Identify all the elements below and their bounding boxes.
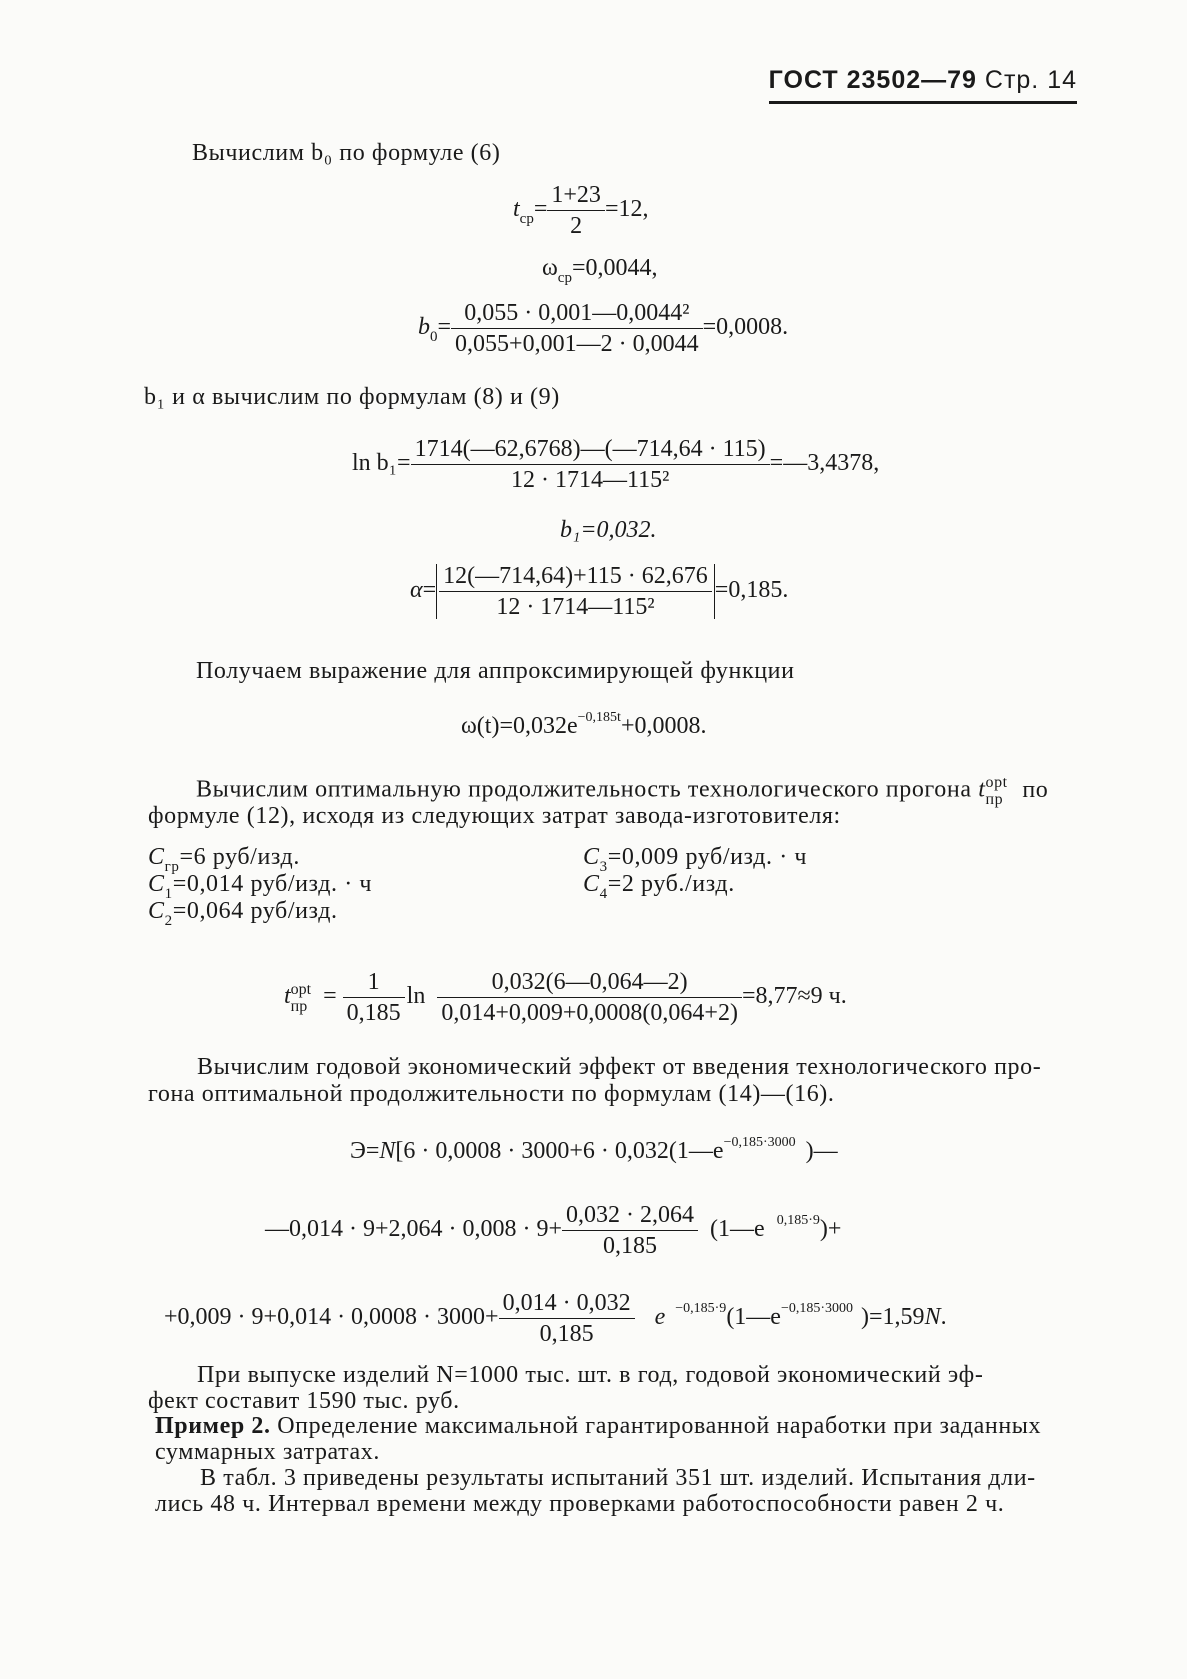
cost-c3 — [583, 844, 808, 875]
omega-t-base: =0,032e — [499, 713, 578, 739]
pr-subscript: пр — [985, 791, 1004, 808]
equation-effect-line-2 — [265, 1203, 841, 1258]
page-header — [769, 66, 1077, 104]
effect-lhs: Э= — [350, 1138, 380, 1164]
equation-t-cp: $t_{ср}=$ $\frac{1+23}{2}$ =12, — [513, 182, 649, 239]
equation-omega-cp — [542, 255, 658, 286]
c-symbol: C — [583, 871, 600, 897]
cost-subscript: 3 — [599, 859, 608, 875]
fraction — [451, 301, 703, 356]
omega-t-tail: +0,0008. — [620, 713, 707, 739]
cost-c1 — [148, 871, 373, 902]
fraction — [439, 564, 712, 619]
c-symbol: C — [148, 898, 165, 924]
result: =8,77≈9 ч. — [741, 983, 847, 1010]
effect-paragraph-line-1: Вычислим годовой экономический эффект от введения технологического про- — [197, 1054, 1042, 1080]
omega-t-lhs: ω(t) — [461, 713, 500, 739]
equation-t-opt — [284, 970, 847, 1025]
numerator: 1 — [343, 970, 405, 998]
c-symbol: C — [148, 871, 165, 897]
ln-operator: ln — [406, 983, 426, 1010]
line-end: по — [1022, 776, 1049, 803]
equation-b1: b₁=0,032. — [560, 517, 657, 543]
t-symbol: t — [513, 196, 520, 223]
numerator: 0,032 · 2,064 — [562, 1203, 698, 1231]
b0-intro-line: Вычислим b₀ по формуле (6) — [192, 140, 501, 166]
opt-superscript: opt — [985, 774, 1008, 791]
denominator: 0,055+0,001—2 · 0,0044 — [455, 331, 699, 357]
example2-paragraph-line-1 — [155, 1414, 1041, 1439]
table3-paragraph-line-1: В табл. 3 приведены результаты испытаний 351 шт. изделий. Испытания дли- — [200, 1465, 1036, 1491]
cost-subscript: гр — [164, 859, 180, 875]
c-symbol: C — [583, 844, 600, 870]
cost-value: =6 руб/изд. — [179, 844, 300, 870]
equation-omega-t — [461, 710, 707, 742]
fraction-one — [343, 970, 405, 1025]
denominator: 0,185 — [346, 1000, 401, 1026]
cost-subscript: 1 — [164, 886, 173, 902]
effect-tail: )+ — [819, 1216, 842, 1243]
effect-prefix: +0,009 · 9+0,014 · 0,0008 · 3000+ — [164, 1304, 499, 1331]
exponent: −0,185·3000 — [723, 1135, 796, 1150]
fraction — [547, 183, 605, 238]
standard-number: ГОСТ 23502—79 — [768, 66, 977, 94]
denominator: 0,014+0,009+0,0008(0,064+2) — [441, 1000, 738, 1026]
numerator: 0,055 · 0,001—0,0044² — [451, 301, 703, 329]
fraction — [499, 1291, 635, 1346]
release-paragraph-line-1: При выпуске изделий N=1000 тыс. шт. в год, годовой экономический эф- — [197, 1362, 984, 1388]
numerator: 1714(—62,6768)—(—714,64 · 115) — [411, 437, 770, 465]
numerator: 1+23 — [547, 183, 605, 211]
opt-superscript: opt — [290, 980, 312, 998]
alpha-symbol: α — [410, 577, 423, 604]
exponent: 0,185·9 — [776, 1213, 820, 1229]
c-symbol: C — [148, 844, 165, 870]
pr-subscript: пр — [290, 997, 308, 1015]
example2-paragraph-line-2: суммарных затратах. — [155, 1439, 381, 1465]
denominator: 12 · 1714—115² — [510, 467, 670, 493]
cost-subscript: 2 — [164, 913, 173, 929]
denominator: 12 · 1714—115² — [496, 594, 655, 620]
fraction — [411, 437, 770, 492]
table3-paragraph-line-2: лись 48 ч. Интервал времени между проверками работоспособности равен 2 ч. — [155, 1491, 1005, 1517]
omega-symbol: ω — [542, 255, 558, 281]
result: =12, — [604, 196, 649, 223]
equation-effect-line-1 — [350, 1135, 838, 1167]
b1-intro-line: b₁ и α вычислим по формулам (8) и (9) — [144, 384, 560, 410]
denominator: 0,185 — [539, 1321, 594, 1347]
costs-left-column — [148, 844, 373, 929]
costs-right-column — [583, 844, 808, 902]
page-number: Стр. 14 — [984, 66, 1077, 94]
exponent: −0,185t — [577, 710, 621, 725]
equation-effect-line-3 — [164, 1291, 947, 1346]
opt-pr-indices — [291, 981, 311, 1015]
n-symbol: N — [924, 1304, 941, 1331]
cost-value: =2 руб./изд. — [607, 871, 735, 897]
ln-b1-lhs: ln b₁ — [352, 450, 398, 477]
cost-value: =0,009 руб/изд. · ч — [607, 844, 808, 870]
approx-intro-line: Получаем выражение для аппроксимирующей функции — [196, 658, 795, 684]
optimal-paragraph-line-2: формуле (12), исходя из следующих затрат завода-изготовителя: — [148, 803, 841, 829]
effect-prefix: —0,014 · 9+2,064 · 0,008 · 9+ — [265, 1216, 563, 1243]
result: =0,0044, — [571, 255, 658, 281]
effect-tail: )— — [805, 1138, 838, 1164]
cost-c-gr — [148, 844, 372, 875]
t-symbol: t — [284, 983, 291, 1010]
cost-value: =0,014 руб/изд. · ч — [172, 871, 373, 897]
denominator: 2 — [570, 213, 583, 239]
n-symbol: N — [379, 1138, 396, 1164]
exponent: −0,185·3000 — [780, 1301, 854, 1317]
effect-mid: (1—e — [726, 1304, 781, 1331]
result: =0,0008. — [702, 314, 789, 341]
effect-paragraph-line-2: гона оптимальной продолжительности по формулам (14)—(16). — [148, 1081, 835, 1107]
absolute-value — [436, 564, 715, 619]
cost-subscript: 4 — [599, 886, 608, 902]
equals-sign: = — [323, 983, 337, 1010]
cost-c4 — [583, 871, 807, 902]
equation-alpha: α= $\frac{12(—714,64)+115 \cdot 62,676}{\text{12 · 1714—115²}}$ =0,185. — [410, 563, 789, 620]
fraction — [562, 1203, 698, 1258]
numerator: 12(—714,64)+115 · 62,676 — [439, 564, 712, 592]
line-text: Определение максимальной гарантированной наработки при заданных — [270, 1413, 1042, 1439]
e-symbol: e — [654, 1304, 666, 1331]
numerator: 0,032(6—0,064—2) — [437, 970, 742, 998]
zero-subscript: 0 — [430, 329, 438, 346]
line-text: Вычислим оптимальную продолжительность технологического прогона — [196, 776, 972, 803]
opt-pr-indices — [985, 774, 1007, 808]
cost-value: =0,064 руб/изд. — [172, 898, 338, 924]
numerator: 0,014 · 0,032 — [499, 1291, 635, 1319]
period: . — [940, 1304, 947, 1331]
cost-c2 — [148, 898, 372, 929]
exponent: −0,185·9 — [675, 1301, 727, 1317]
effect-mid: (1—e — [710, 1216, 765, 1243]
t-symbol: t — [978, 776, 986, 803]
b-symbol: b — [418, 314, 430, 341]
effect-body: [6 · 0,0008 · 3000+6 · 0,032(1—e — [395, 1138, 724, 1164]
fraction-two — [437, 970, 742, 1025]
example2-label: Пример 2. — [155, 1413, 271, 1439]
result: =—3,4378, — [769, 450, 880, 477]
cp-subscript: ср — [557, 270, 572, 286]
denominator: 0,185 — [603, 1233, 658, 1259]
equation-ln-b1: ln b₁= $\frac{1714(—62,6768)—(—714,64 \cdot 115)}{\text{12 · 1714—115²}}$ =—3,4378, — [352, 436, 880, 493]
release-paragraph-line-2: фект составит 1590 тыс. руб. — [148, 1388, 460, 1414]
cp-subscript: ср — [519, 211, 534, 228]
equation-b0: $b_0=$ $\frac{\text{0,055 · 0,001—0,0044²}}{0,055+0,001—2 \cdot 0,0044}$ =0,0008. — [418, 300, 789, 357]
result: =0,185. — [714, 577, 789, 604]
effect-tail: )=1,59 — [861, 1304, 925, 1331]
